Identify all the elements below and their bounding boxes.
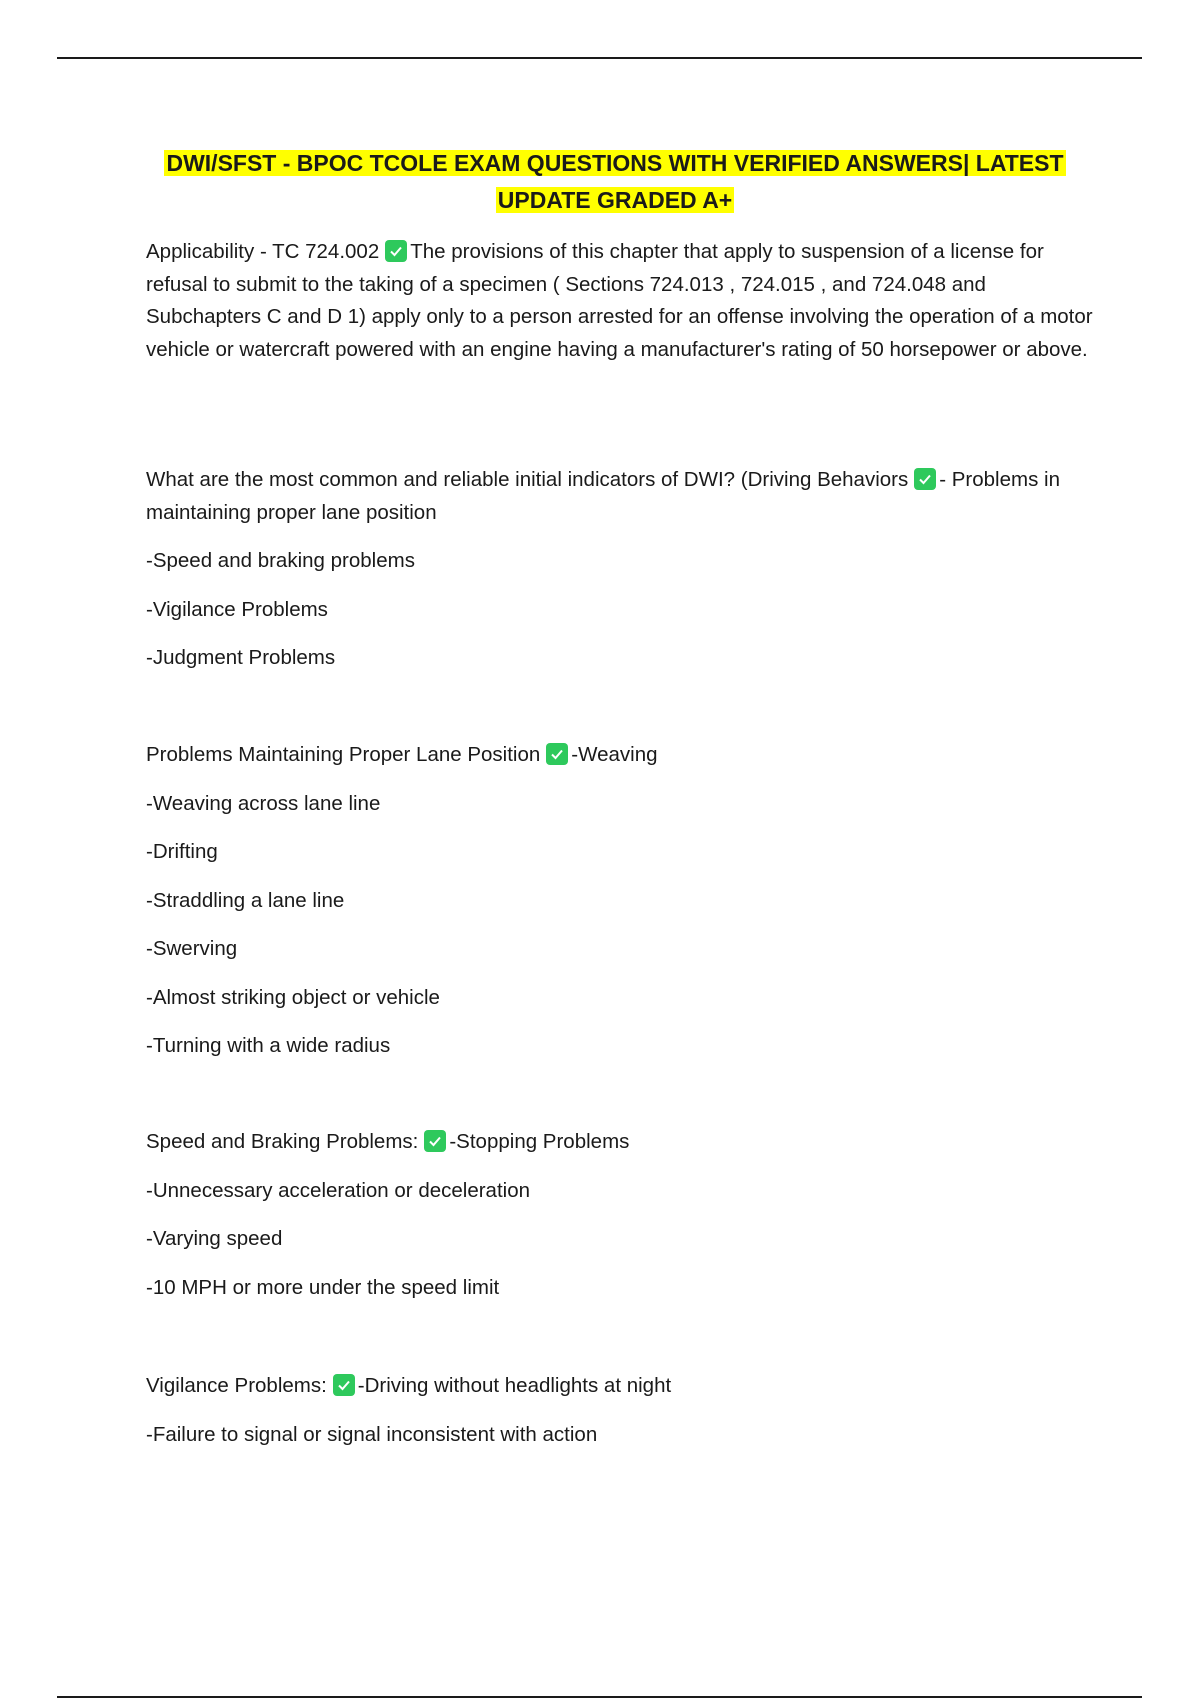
question-text: Vigilance Problems: — [146, 1374, 327, 1397]
list-item: -Swerving — [146, 937, 238, 960]
qa-paragraph — [146, 464, 1096, 529]
list-item: -Speed and braking problems — [146, 549, 415, 572]
question-text: Problems Maintaining Proper Lane Position — [146, 743, 541, 766]
list-item: -Unnecessary acceleration or deceleration — [146, 1178, 531, 1202]
list-item: -10 MPH or more under the speed limit — [146, 1275, 500, 1299]
list-item: -Drifting — [146, 840, 218, 863]
check-mark-icon — [424, 1130, 446, 1152]
list-item: -Almost striking object or vehicle — [146, 985, 440, 1009]
qa-section-vigilance — [146, 1370, 1096, 1451]
list-item: -Vigilance Problems — [146, 597, 328, 621]
qa-section-applicability — [146, 236, 1096, 366]
question-text: Applicability - TC 724.002 — [146, 240, 380, 263]
answer-text: - Problems in maintaining proper lane position — [146, 468, 1060, 524]
qa-section-initial-indicators — [146, 464, 1096, 675]
qa-paragraph — [146, 236, 1096, 366]
question-text: Speed and Braking Problems: — [146, 1130, 419, 1153]
check-mark-icon — [914, 468, 936, 490]
qa-section-speed-braking — [146, 1126, 1096, 1304]
title-line-2: UPDATE GRADED A+ — [497, 187, 733, 213]
qa-paragraph — [146, 1370, 1096, 1403]
title-line-1: DWI/SFST - BPOC TCOLE EXAM QUESTIONS WITH VERIFIED ANSWERS| LATEST — [166, 150, 1064, 176]
answer-text: -Stopping Problems — [449, 1130, 630, 1153]
check-mark-icon — [385, 240, 407, 262]
list-item: -Varying speed — [146, 1227, 283, 1250]
question-text: What are the most common and reliable initial indicators of DWI? (Driving Behaviors — [146, 468, 909, 491]
answer-text: -Driving without headlights at night — [357, 1374, 672, 1397]
answer-text: -Weaving — [571, 743, 658, 766]
top-rule — [57, 57, 1142, 59]
list-item: -Straddling a lane line — [146, 888, 345, 912]
list-item: -Failure to signal or signal inconsistent with action — [146, 1422, 598, 1446]
list-item: -Weaving across lane line — [146, 791, 381, 815]
document-title — [140, 145, 1090, 219]
qa-paragraph — [146, 1126, 1096, 1159]
qa-section-lane-position — [146, 739, 1096, 1063]
list-item: -Turning with a wide radius — [146, 1034, 391, 1057]
check-mark-icon — [333, 1374, 355, 1396]
bottom-rule — [57, 1696, 1142, 1698]
check-mark-icon — [546, 743, 568, 765]
list-item: -Judgment Problems — [146, 646, 336, 669]
qa-paragraph — [146, 739, 1096, 772]
answer-text: The provisions of this chapter that apply to suspension of a license for refusal to submit to the taking of a specimen ( Sections 724.013 , 724.015 , and 724.048 and Subchapters C and D 1) apply only to a person arrested for an offense involving the operation of a motor vehicle or watercraft powered with an engine having a manufacturer's rating of 50 horsepower or above. — [146, 240, 1093, 361]
